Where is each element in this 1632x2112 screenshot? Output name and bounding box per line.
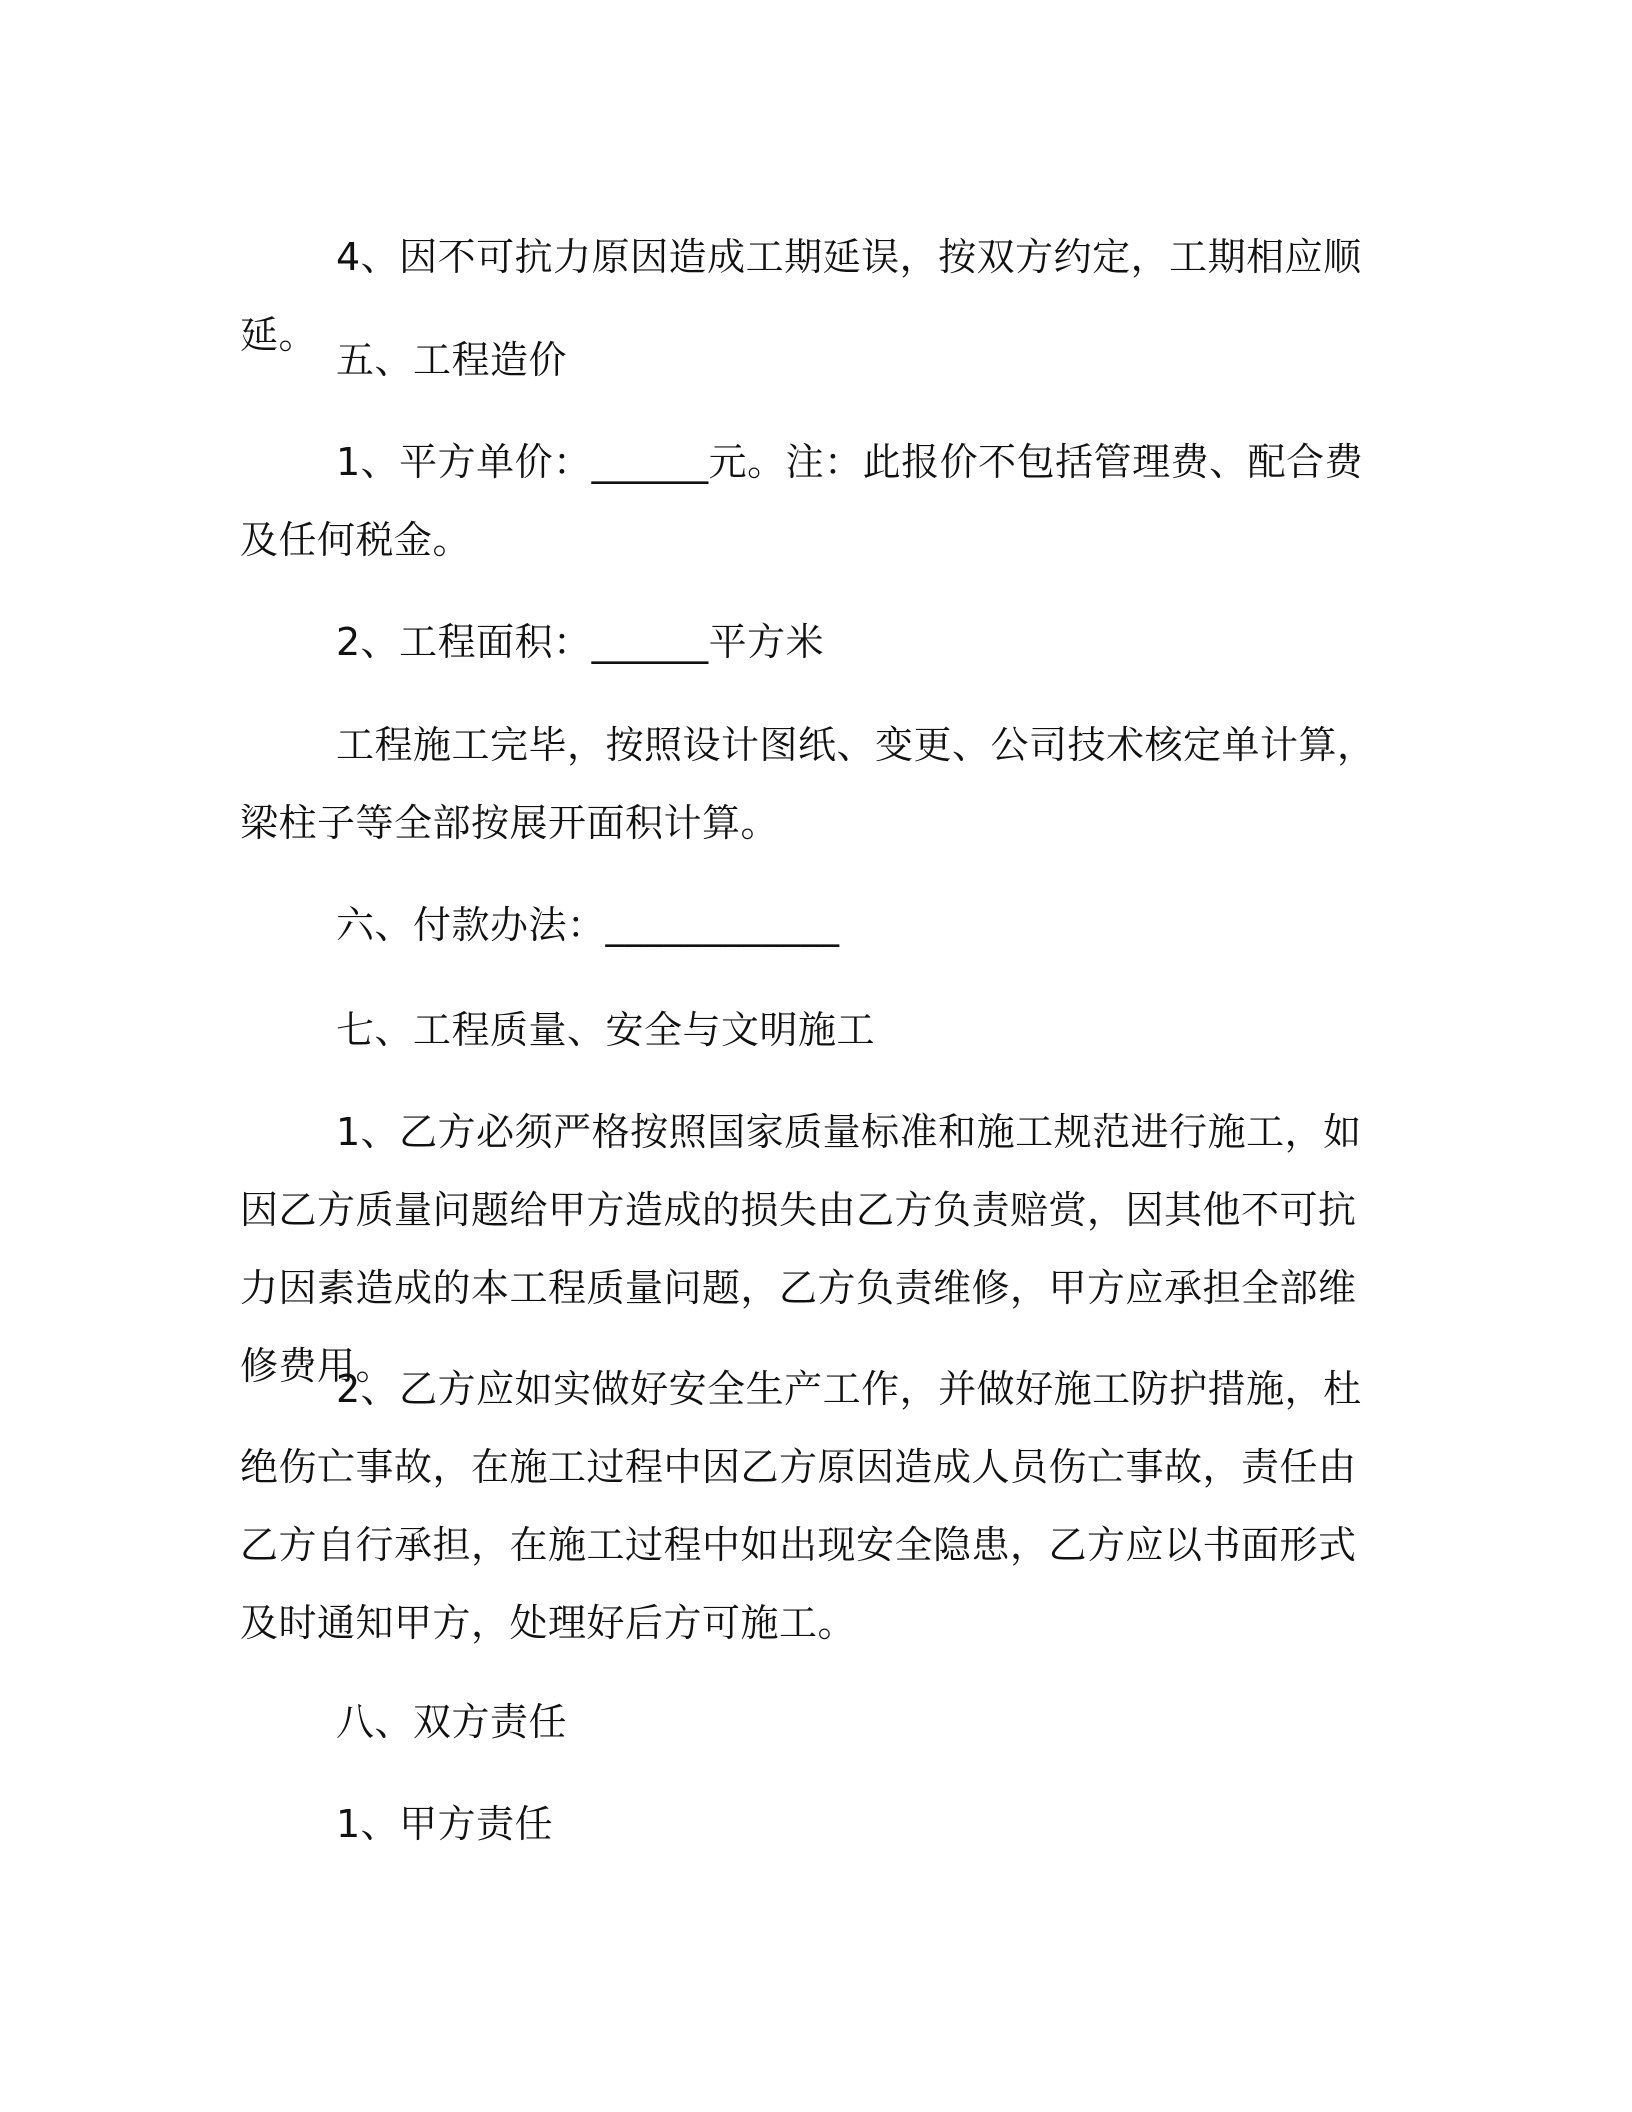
section-heading-responsibilities: 八、双方责任	[336, 1700, 568, 1744]
clause-area-paragraph: 2、工程面积：______平方米	[336, 620, 825, 664]
area-calculation-paragraph: 工程施工完毕，按照设计图纸、变更、公司技术核定单计算，梁柱子等全部按展开面积计算。	[240, 723, 1376, 845]
clause-safety-paragraph: 2、乙方应如实做好安全生产工作，并做好施工防护措施，杜绝伤亡事故，在施工过程中因乙方原因造成人员伤亡事故，责任由乙方自行承担，在施工过程中如出现安全隐患，乙方应以书面形式及时通知甲方，处理好后方可施工。	[240, 1367, 1362, 1645]
section-heading-cost: 五、工程造价	[336, 338, 568, 382]
subheading-party-a-responsibility: 1、甲方责任	[336, 1802, 554, 1846]
clause-quality-paragraph: 1、乙方必须严格按照国家质量标准和施工规范进行施工，如因乙方质量问题给甲方造成的损失由乙方负责赔赏，因其他不可抗力因素造成的本工程质量问题，乙方负责维修，甲方应承担全部维修费用。	[240, 1110, 1362, 1388]
section-heading-quality-safety: 七、工程质量、安全与文明施工	[336, 1008, 876, 1052]
clause-delay-paragraph: 4、因不可抗力原因造成工期延误，按双方约定，工期相应顺延。	[240, 235, 1362, 357]
clause-unit-price-paragraph: 1、平方单价：______元。注：此报价不包括管理费、配合费及任何税金。	[240, 440, 1364, 562]
section-heading-payment: 六、付款办法：____________	[336, 903, 840, 947]
